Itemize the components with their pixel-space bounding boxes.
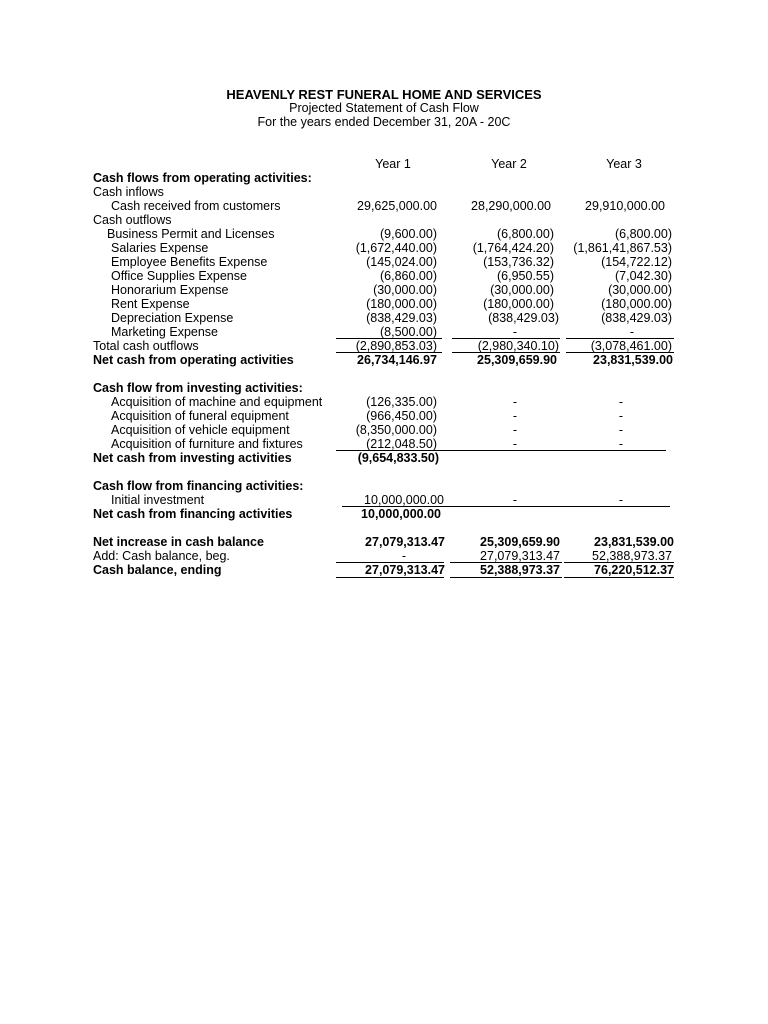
table-row xyxy=(0,311,768,325)
row-label: Depreciation Expense xyxy=(111,311,234,325)
cell-year-1: (966,450.00) xyxy=(366,409,437,423)
cell-year-2: (2,980,340.10) xyxy=(477,339,559,353)
cell-year-1: (145,024.00) xyxy=(366,255,437,269)
investing-heading: Cash flow from investing activities: xyxy=(93,381,303,395)
cell-year-1: (180,000.00) xyxy=(366,297,437,311)
cell-year-1: 27,079,313.47 xyxy=(365,535,445,549)
row-label: Net increase in cash balance xyxy=(93,535,264,549)
statement-title: Projected Statement of Cash Flow xyxy=(289,101,479,115)
cell-year-3: (1,861,41,867.53) xyxy=(573,241,672,255)
table-row xyxy=(0,325,768,339)
company-name: HEAVENLY REST FUNERAL HOME AND SERVICES xyxy=(226,87,542,102)
cell-year-2: - xyxy=(512,325,517,339)
row-label: Office Supplies Expense xyxy=(111,269,247,283)
cell-year-2: (1,764,424.20) xyxy=(472,241,554,255)
cell-year-3: 29,910,000.00 xyxy=(585,199,665,213)
cell-year-3: - xyxy=(618,409,623,423)
cell-year-2: (180,000.00) xyxy=(483,297,554,311)
cell-year-3: (6,800.00) xyxy=(615,227,672,241)
cell-year-1: (6,860.00) xyxy=(380,269,437,283)
table-row xyxy=(0,395,768,409)
outflows-label: Cash outflows xyxy=(93,213,172,227)
cell-year-1: 10,000,000.00 xyxy=(361,507,441,521)
table-row xyxy=(0,255,768,269)
cell-year-2: - xyxy=(512,423,517,437)
cell-year-1: 26,734,146.97 xyxy=(357,353,437,367)
operating-heading: Cash flows from operating activities: xyxy=(93,171,312,185)
row-label: Add: Cash balance, beg. xyxy=(93,549,230,563)
column-header-year-3: Year 3 xyxy=(606,157,642,171)
row-label: Salaries Expense xyxy=(111,241,209,255)
row-label: Net cash from financing activities xyxy=(93,507,293,521)
cell-year-1: 10,000,000.00 xyxy=(364,493,444,507)
total-outflows-row xyxy=(0,339,768,353)
cell-year-2: (6,950.55) xyxy=(497,269,554,283)
row-label: Acquisition of funeral equipment xyxy=(111,409,289,423)
table-row xyxy=(0,437,768,451)
row-label: Honorarium Expense xyxy=(111,283,229,297)
table-row xyxy=(0,423,768,437)
cell-year-1: (212,048.50) xyxy=(366,437,437,451)
cell-year-1: (30,000.00) xyxy=(373,283,437,297)
inflows-label: Cash inflows xyxy=(93,185,164,199)
net-financing-row xyxy=(0,507,768,521)
row-label: Total cash outflows xyxy=(93,339,199,353)
cell-year-2: - xyxy=(512,395,517,409)
cell-year-3: - xyxy=(629,325,634,339)
investing-heading-row xyxy=(0,381,768,395)
table-row xyxy=(0,199,768,213)
cell-year-2: - xyxy=(512,493,517,507)
cell-year-1: (9,600.00) xyxy=(380,227,437,241)
cell-year-2: - xyxy=(512,409,517,423)
cell-year-2: 52,388,973.37 xyxy=(480,563,560,577)
cell-year-2: (838,429.03) xyxy=(488,311,559,325)
row-label: Cash balance, ending xyxy=(93,563,222,577)
beginning-balance-row xyxy=(0,549,768,563)
cell-year-1: (1,672,440.00) xyxy=(355,241,437,255)
row-label: Net cash from operating activities xyxy=(93,353,294,367)
cell-year-3: (838,429.03) xyxy=(601,311,672,325)
table-row xyxy=(0,269,768,283)
cell-year-1: 29,625,000.00 xyxy=(357,199,437,213)
operating-heading-row xyxy=(0,171,768,185)
cell-year-3: 23,831,539.00 xyxy=(593,353,673,367)
cell-year-3: 76,220,512.37 xyxy=(594,563,674,577)
row-label: Net cash from investing activities xyxy=(93,451,292,465)
cell-year-3: 23,831,539.00 xyxy=(594,535,674,549)
table-row xyxy=(0,241,768,255)
financing-heading-row xyxy=(0,479,768,493)
outflows-label-row xyxy=(0,213,768,227)
cell-year-1: (838,429.03) xyxy=(366,311,437,325)
row-label: Acquisition of machine and equipment xyxy=(111,395,323,409)
row-label: Employee Benefits Expense xyxy=(111,255,268,269)
cell-year-2: (6,800.00) xyxy=(497,227,554,241)
cell-year-2: 28,290,000.00 xyxy=(471,199,551,213)
ending-balance-row xyxy=(0,563,768,577)
row-label: Marketing Expense xyxy=(111,325,219,339)
row-label: Acquisition of furniture and fixtures xyxy=(111,437,303,451)
cell-year-3: (30,000.00) xyxy=(608,283,672,297)
row-label: Business Permit and Licenses xyxy=(107,227,275,241)
financing-heading: Cash flow from financing activities: xyxy=(93,479,304,493)
net-investing-row xyxy=(0,451,768,465)
cell-year-3: (7,042.30) xyxy=(615,269,672,283)
row-label: Rent Expense xyxy=(111,297,190,311)
cell-year-3: 52,388,973.37 xyxy=(592,549,672,563)
cell-year-3: (154,722.12) xyxy=(601,255,672,269)
cell-year-3: (180,000.00) xyxy=(601,297,672,311)
net-increase-row xyxy=(0,535,768,549)
net-operating-row xyxy=(0,353,768,367)
cell-year-2: (30,000.00) xyxy=(490,283,554,297)
table-row xyxy=(0,297,768,311)
cell-year-3: - xyxy=(618,423,623,437)
cell-year-1: 27,079,313.47 xyxy=(365,563,445,577)
cell-year-2: (153,736.32) xyxy=(483,255,554,269)
ending-rule-year-3 xyxy=(564,577,674,578)
table-row xyxy=(0,493,768,507)
table-row xyxy=(0,283,768,297)
row-label: Initial investment xyxy=(111,493,205,507)
cell-year-2: 25,309,659.90 xyxy=(477,353,557,367)
cell-year-3: - xyxy=(618,437,623,451)
column-header-row xyxy=(0,157,768,171)
column-header-year-2: Year 2 xyxy=(491,157,527,171)
column-header-year-1: Year 1 xyxy=(375,157,411,171)
cell-year-1: - xyxy=(401,549,406,563)
cell-year-2: - xyxy=(512,437,517,451)
cell-year-1: (8,350,000.00) xyxy=(355,423,437,437)
ending-rule-year-1 xyxy=(336,577,444,578)
cell-year-2: 25,309,659.90 xyxy=(480,535,560,549)
cell-year-3: - xyxy=(618,493,623,507)
row-label: Acquisition of vehicle equipment xyxy=(111,423,290,437)
cell-year-2: 27,079,313.47 xyxy=(480,549,560,563)
table-row xyxy=(0,409,768,423)
cell-year-1: (2,890,853.03) xyxy=(355,339,437,353)
inflows-label-row xyxy=(0,185,768,199)
cell-year-1: (8,500.00) xyxy=(380,325,437,339)
ending-rule-year-2 xyxy=(450,577,562,578)
statement-period: For the years ended December 31, 20A - 20C xyxy=(257,115,511,129)
cell-year-1: (9,654,833.50) xyxy=(357,451,439,465)
cell-year-3: - xyxy=(618,395,623,409)
cell-year-1: (126,335.00) xyxy=(366,395,437,409)
cell-year-3: (3,078,461.00) xyxy=(590,339,672,353)
table-row xyxy=(0,227,768,241)
row-label: Cash received from customers xyxy=(111,199,281,213)
